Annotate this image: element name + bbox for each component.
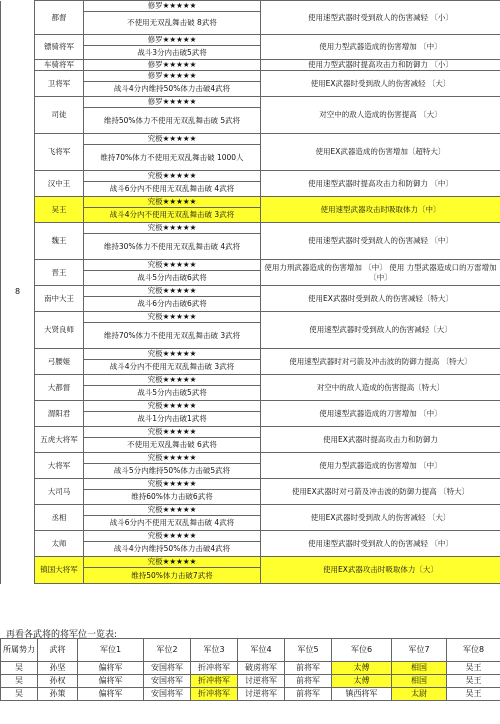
rank-cell: 讨逆将军	[238, 688, 285, 701]
commander-name: 大将军	[35, 453, 84, 479]
effect-description: 使用EX武器时受到敌人的伤害减轻 〔大〕	[261, 71, 500, 97]
difficulty-rating: 究极★★★★★	[84, 349, 261, 360]
effect-description: 使用EX武器时对弓箭及冲击波的防御力提高 〔特大〕	[261, 479, 500, 505]
difficulty-rating: 究极★★★★★	[84, 401, 261, 412]
difficulty-rating: 究极★★★★★	[84, 223, 261, 234]
commander-row-line	[1, 312, 500, 323]
difficulty-rating: 究极★★★★★	[84, 505, 261, 516]
commander-row-line	[1, 531, 500, 542]
commander-name: 晋王	[35, 260, 84, 286]
rank-header-cell: 军位7	[392, 639, 447, 662]
rank-cell: 孙策	[38, 688, 78, 701]
unlock-condition: 战斗5分内击破5武将	[84, 386, 261, 401]
rank-header-cell: 武将	[38, 639, 78, 662]
difficulty-rating: 修罗★★★★★	[84, 35, 261, 46]
difficulty-rating: 修罗★★★★★	[84, 71, 261, 82]
rank-row	[1, 675, 500, 688]
rank-header-cell: 所属势力	[1, 639, 38, 662]
rank-cell: 孙权	[38, 675, 78, 688]
effect-description: 使用速型武器时受到敌人的伤害减轻〔大〕	[261, 312, 500, 349]
difficulty-rating: 究极★★★★★	[84, 479, 261, 490]
commander-name: 司徒	[35, 97, 84, 134]
rank-cell: 前将军	[285, 675, 332, 688]
rank-cell: 吴	[1, 662, 38, 675]
difficulty-rating: 修罗★★★★★	[84, 97, 261, 108]
difficulty-rating: 究极★★★★★	[84, 171, 261, 182]
commander-name: 吴王	[35, 197, 84, 223]
rank-cell: 偏将军	[78, 662, 144, 675]
rank-header-cell: 军位8	[447, 639, 500, 662]
rank-header-cell: 军位2	[144, 639, 191, 662]
difficulty-rating: 究极★★★★★	[84, 375, 261, 386]
effect-description: 使用力型武器造成的伤害增加 〔中〕	[261, 35, 500, 60]
commander-row-line	[1, 1, 500, 12]
effect-description: 使用EX武器时提高攻击力和防御力	[261, 427, 500, 453]
difficulty-rating: 究极★★★★★	[84, 427, 261, 438]
commander-row-line	[1, 60, 500, 71]
rank-header-cell: 军位1	[78, 639, 144, 662]
rank-cell: 破虏将军	[238, 662, 285, 675]
rank-row	[1, 688, 500, 701]
unlock-condition: 不使用无双乱舞击破 6武将	[84, 438, 261, 453]
difficulty-rating: 究极★★★★★	[84, 286, 261, 297]
rank-cell: 偏将军	[78, 688, 144, 701]
difficulty-rating: 究极★★★★★	[84, 531, 261, 542]
difficulty-rating: 修罗★★★★★	[84, 1, 261, 12]
rank-cell: 相国	[392, 675, 447, 688]
rank-cell: 相国	[392, 662, 447, 675]
rank-header-cell: 军位4	[238, 639, 285, 662]
unlock-condition: 维持50%体力击破7武将	[84, 568, 261, 584]
effect-description: 使用速型武器时对弓箭及冲击波的防御力提高 〔特大〕	[261, 349, 500, 375]
general-rank-table	[0, 638, 500, 701]
effect-description: 对空中的敌人造成的伤害提高 〔大〕	[261, 97, 500, 134]
commander-name: 南中大王	[35, 286, 84, 312]
commander-name: 大都督	[35, 375, 84, 401]
rank-header-cell: 军位5	[285, 639, 332, 662]
commander-name: 都督	[35, 1, 84, 35]
rank-cell: 前将军	[285, 688, 332, 701]
rank-cell: 吴	[1, 688, 38, 701]
rank-header-cell: 军位3	[191, 639, 238, 662]
commander-name: 大贤良师	[35, 312, 84, 349]
effect-description: 使用速型武器时受到敌人的伤害减轻 〔小〕	[261, 1, 500, 35]
difficulty-rating: 究极★★★★★	[84, 312, 261, 323]
rank-cell: 前将军	[285, 662, 332, 675]
unlock-condition: 战斗6分内不使用无双乱舞击破 4武将	[84, 516, 261, 531]
commander-row-line	[1, 349, 500, 360]
commander-row-line	[1, 223, 500, 234]
rank-row	[1, 662, 500, 675]
rank-cell: 偏将军	[78, 675, 144, 688]
commander-name: 太师	[35, 531, 84, 557]
unlock-condition: 不使用无双乱舞击破 8武将	[84, 12, 261, 35]
rank-header-cell: 军位6	[332, 639, 392, 662]
rank-cell: 镇西将军	[332, 688, 392, 701]
commander-row-line	[1, 557, 500, 568]
effect-description: 使用速型武器攻击时吸取体力〔中〕	[261, 197, 500, 223]
rank-cell: 太傅	[332, 675, 392, 688]
unlock-condition: 战斗3分内击破5武将	[84, 46, 261, 60]
rank-cell: 安国将军	[144, 662, 191, 675]
rank-cell: 太傅	[332, 662, 392, 675]
section-title: 再看各武将的将军位一览表:	[6, 630, 118, 640]
commander-name: 魏王	[35, 223, 84, 260]
effect-description: 对空中的敌人造成的伤害提高〔特大〕	[261, 375, 500, 401]
rank-cell: 折冲将军	[191, 688, 238, 701]
unlock-condition: 战斗4分内不使用无双乱舞击破 3武将	[84, 360, 261, 375]
commander-name: 镖骑将军	[35, 35, 84, 60]
effect-description: 使用速型武器时受到敌人的伤害减轻 〔中〕	[261, 531, 500, 557]
difficulty-rating: 究极★★★★★	[84, 453, 261, 464]
effect-description: 使用速型武器造成的刀害增加 〔中〕	[261, 401, 500, 427]
rank-cell: 吴王	[447, 688, 500, 701]
commander-row-line	[1, 427, 500, 438]
rank-table-body	[1, 639, 500, 701]
effect-description: 使用力型武器造成的伤害增加 〔中〕	[261, 453, 500, 479]
commander-name: 五虎大将军	[35, 427, 84, 453]
commander-row-line	[1, 197, 500, 208]
rank-cell: 折冲将军	[191, 662, 238, 675]
commander-name: 汉中王	[35, 171, 84, 197]
group-number: 8	[1, 1, 35, 584]
commander-row-line	[1, 35, 500, 46]
rank-cell: 太尉	[392, 688, 447, 701]
effect-description: 使用力型武器时提高攻击力和防御力 〔小〕	[261, 60, 500, 71]
commander-table-body	[1, 1, 500, 584]
difficulty-rating: 究极★★★★★	[84, 557, 261, 568]
unlock-condition: 维持60%体力击破6武将	[84, 490, 261, 505]
rank-cell: 安国将军	[144, 675, 191, 688]
difficulty-rating: 修罗★★★★★	[84, 60, 261, 71]
commander-row-line	[1, 401, 500, 412]
commander-name: 弓腰姬	[35, 349, 84, 375]
commander-row-line	[1, 479, 500, 490]
unlock-condition: 战斗1分内击破1武将	[84, 412, 261, 427]
effect-description: 使用速型武器时提高攻击力和防御力 〔中〕	[261, 171, 500, 197]
unlock-condition: 维持50%体力不使用无双乱舞击破 5武将	[84, 108, 261, 134]
unlock-condition: 维持30%体力不使用无双乱舞击破 4武将	[84, 234, 261, 260]
unlock-condition: 战斗5分内击破6武将	[84, 271, 261, 286]
commander-name: 车骑将军	[35, 60, 84, 71]
effect-description: 使用力刑武器造成的伤害增加 〔中〕 使用 力型武器造成口的万雷增加 〔中〕	[261, 260, 500, 286]
unlock-condition: 维持70%体力不使用无双乱舞击破 3武将	[84, 323, 261, 349]
rank-header-row	[1, 639, 500, 662]
difficulty-rating: 究极★★★★★	[84, 197, 261, 208]
rank-cell: 吴王	[447, 662, 500, 675]
commander-name: 渭阳君	[35, 401, 84, 427]
commander-row-line	[1, 375, 500, 386]
effect-description: 使用EX武器时受到敌人的伤害减轻 〔大〕	[261, 505, 500, 531]
unlock-condition: 战斗4分内维持50%体力击破4武将	[84, 542, 261, 557]
unlock-condition: 战斗4分内维持50%体力击破4武将	[84, 82, 261, 97]
commander-name: 丞相	[35, 505, 84, 531]
commander-row-line	[1, 97, 500, 108]
unlock-condition: 战斗4分内不使用无双乱舞击破 3武将	[84, 208, 261, 223]
unlock-condition: 维持70%体力不使用无双乱舞击破 1000人	[84, 145, 261, 171]
difficulty-rating: 究极★★★★★	[84, 134, 261, 145]
commander-name: 镇国大将军	[35, 557, 84, 584]
rank-cell: 吴王	[447, 675, 500, 688]
commander-row-line	[1, 171, 500, 182]
difficulty-rating: 究极★★★★★	[84, 260, 261, 271]
rank-cell: 孙坚	[38, 662, 78, 675]
rank-cell: 吴	[1, 675, 38, 688]
effect-description: 使用EX武器造成的伤害增加〔超特大〕	[261, 134, 500, 171]
unlock-condition: 战斗5分内维持50%体力击破5武将	[84, 464, 261, 479]
commander-row-line	[1, 260, 500, 271]
effect-description: 使用速型武器时受到敌人的伤害减轻 〔中〕	[261, 223, 500, 260]
rank-cell: 安国将军	[144, 688, 191, 701]
unlock-condition: 战斗6分内击破6武将	[84, 297, 261, 312]
commander-row-line	[1, 505, 500, 516]
rank-cell: 折冲将军	[191, 675, 238, 688]
commander-name: 飞将军	[35, 134, 84, 171]
rank-cell: 讨逆将军	[238, 675, 285, 688]
commander-name: 卫将军	[35, 71, 84, 97]
effect-description: 使用EX武器时受到敌人的伤害减轻〔特大〕	[261, 286, 500, 312]
effect-description: 使用EX武器攻击时吸取体力〔大〕	[261, 557, 500, 584]
commander-row-line	[1, 453, 500, 464]
commander-row-line	[1, 286, 500, 297]
commander-row-line	[1, 71, 500, 82]
commander-name: 大司马	[35, 479, 84, 505]
unlock-condition: 战斗6分内不使用无双乱舞击破 4武将	[84, 182, 261, 197]
commander-row-line	[1, 134, 500, 145]
